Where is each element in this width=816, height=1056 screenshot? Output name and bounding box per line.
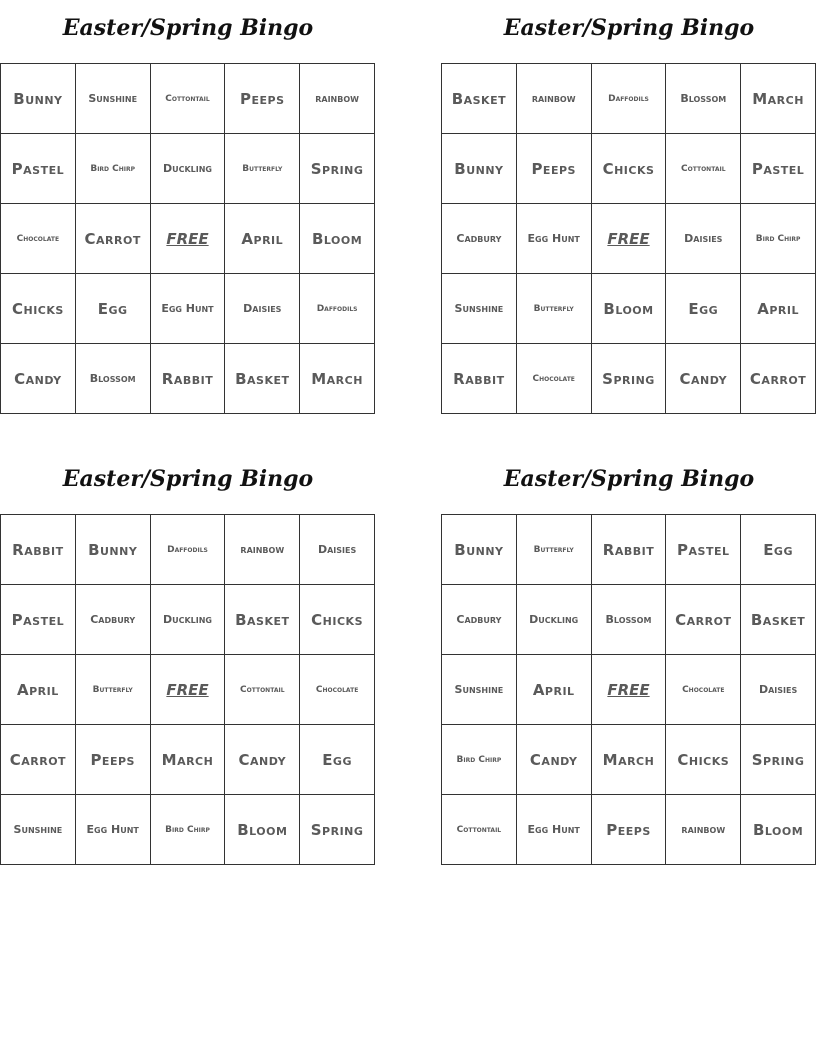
bingo-cell: Egg	[741, 515, 816, 585]
bingo-cell: Spring	[300, 795, 375, 865]
bingo-cell: Bloom	[592, 274, 667, 344]
bingo-cell: Chicks	[1, 274, 76, 344]
bingo-cell: Basket	[442, 64, 517, 134]
bingo-cell: Rabbit	[442, 344, 517, 414]
bingo-grid	[0, 63, 375, 414]
bingo-cell: March	[592, 725, 667, 795]
bingo-cell: Candy	[1, 344, 76, 414]
bingo-cell: April	[1, 655, 76, 725]
bingo-cell: April	[225, 204, 300, 274]
bingo-cell: Egg Hunt	[76, 795, 151, 865]
bingo-cell: Bird Chirp	[151, 795, 226, 865]
bingo-cell: Pastel	[666, 515, 741, 585]
bingo-cell: Daisies	[741, 655, 816, 725]
bingo-cell: Basket	[225, 344, 300, 414]
free-space-cell: FREE	[151, 655, 226, 725]
bingo-cell: Rabbit	[151, 344, 226, 414]
bingo-cell: Spring	[741, 725, 816, 795]
bingo-cell: Bunny	[1, 64, 76, 134]
bingo-cell: April	[517, 655, 592, 725]
bingo-cell: Blossom	[592, 585, 667, 655]
bingo-cell: Egg Hunt	[151, 274, 226, 344]
free-space-cell: FREE	[151, 204, 226, 274]
bingo-cell: Chocolate	[666, 655, 741, 725]
free-space-cell: FREE	[592, 204, 667, 274]
card-title: Easter/Spring Bingo	[503, 466, 755, 492]
bingo-cell: Butterfly	[517, 515, 592, 585]
bingo-cell: April	[741, 274, 816, 344]
bingo-cell: Chocolate	[300, 655, 375, 725]
bingo-cell: Cottontail	[225, 655, 300, 725]
bingo-cell: Peeps	[76, 725, 151, 795]
card-title: Easter/Spring Bingo	[503, 15, 755, 41]
bingo-cell: Daisies	[300, 515, 375, 585]
bingo-cell: Bloom	[300, 204, 375, 274]
bingo-cell: Bird Chirp	[741, 204, 816, 274]
bingo-cell: Egg Hunt	[517, 795, 592, 865]
bingo-cell: Daisies	[225, 274, 300, 344]
bingo-cell: rainbow	[300, 64, 375, 134]
bingo-cell: Blossom	[76, 344, 151, 414]
bingo-cell: Candy	[225, 725, 300, 795]
bingo-cell: Peeps	[592, 795, 667, 865]
bingo-cell: Daffodils	[592, 64, 667, 134]
bingo-cell: Bunny	[76, 515, 151, 585]
bingo-cell: Duckling	[151, 585, 226, 655]
card-title: Easter/Spring Bingo	[62, 15, 314, 41]
bingo-cell: Bird Chirp	[442, 725, 517, 795]
bingo-grid	[0, 514, 375, 865]
bingo-cell: Egg Hunt	[517, 204, 592, 274]
bingo-cell: Sunshine	[76, 64, 151, 134]
bingo-cell: rainbow	[666, 795, 741, 865]
bingo-cell: Carrot	[741, 344, 816, 414]
bingo-grid	[441, 514, 816, 865]
bingo-cell: Chicks	[666, 725, 741, 795]
bingo-cell: Chicks	[300, 585, 375, 655]
bingo-cell: Cadbury	[442, 585, 517, 655]
bingo-cell: Cadbury	[442, 204, 517, 274]
bingo-cell: Peeps	[225, 64, 300, 134]
bingo-cell: Rabbit	[1, 515, 76, 585]
bingo-cell: rainbow	[225, 515, 300, 585]
bingo-cell: Chocolate	[1, 204, 76, 274]
bingo-cell: Duckling	[151, 134, 226, 204]
bingo-cell: Bunny	[442, 515, 517, 585]
bingo-cell: Cottontail	[666, 134, 741, 204]
bingo-cell: Carrot	[666, 585, 741, 655]
bingo-cell: Cottontail	[151, 64, 226, 134]
bingo-cell: Pastel	[1, 134, 76, 204]
bingo-cell: Sunshine	[442, 655, 517, 725]
bingo-cell: Butterfly	[517, 274, 592, 344]
bingo-cell: Peeps	[517, 134, 592, 204]
bingo-cell: rainbow	[517, 64, 592, 134]
bingo-cell: Carrot	[76, 204, 151, 274]
bingo-cell: Spring	[592, 344, 667, 414]
bingo-cell: Rabbit	[592, 515, 667, 585]
free-space-cell: FREE	[592, 655, 667, 725]
bingo-grid	[441, 63, 816, 414]
bingo-cell: Bloom	[225, 795, 300, 865]
bingo-cell: March	[741, 64, 816, 134]
bingo-cell: Spring	[300, 134, 375, 204]
bingo-cell: Basket	[225, 585, 300, 655]
bingo-cell: Butterfly	[76, 655, 151, 725]
bingo-cell: Daisies	[666, 204, 741, 274]
bingo-cell: Carrot	[1, 725, 76, 795]
bingo-cell: Egg	[76, 274, 151, 344]
bingo-cell: Blossom	[666, 64, 741, 134]
bingo-cell: Butterfly	[225, 134, 300, 204]
bingo-cell: Daffodils	[300, 274, 375, 344]
bingo-cell: Cadbury	[76, 585, 151, 655]
card-title: Easter/Spring Bingo	[62, 466, 314, 492]
bingo-cell: Pastel	[1, 585, 76, 655]
bingo-cell: Basket	[741, 585, 816, 655]
bingo-cell: Egg	[666, 274, 741, 344]
bingo-cell: Sunshine	[442, 274, 517, 344]
bingo-cell: March	[151, 725, 226, 795]
bingo-cell: Sunshine	[1, 795, 76, 865]
bingo-cell: Pastel	[741, 134, 816, 204]
bingo-cell: Egg	[300, 725, 375, 795]
bingo-cell: Chicks	[592, 134, 667, 204]
bingo-cell: Duckling	[517, 585, 592, 655]
bingo-cell: March	[300, 344, 375, 414]
bingo-cell: Bird Chirp	[76, 134, 151, 204]
bingo-cell: Cottontail	[442, 795, 517, 865]
bingo-cell: Bunny	[442, 134, 517, 204]
bingo-cell: Candy	[666, 344, 741, 414]
bingo-cell: Chocolate	[517, 344, 592, 414]
bingo-cell: Bloom	[741, 795, 816, 865]
bingo-cell: Daffodils	[151, 515, 226, 585]
bingo-cell: Candy	[517, 725, 592, 795]
